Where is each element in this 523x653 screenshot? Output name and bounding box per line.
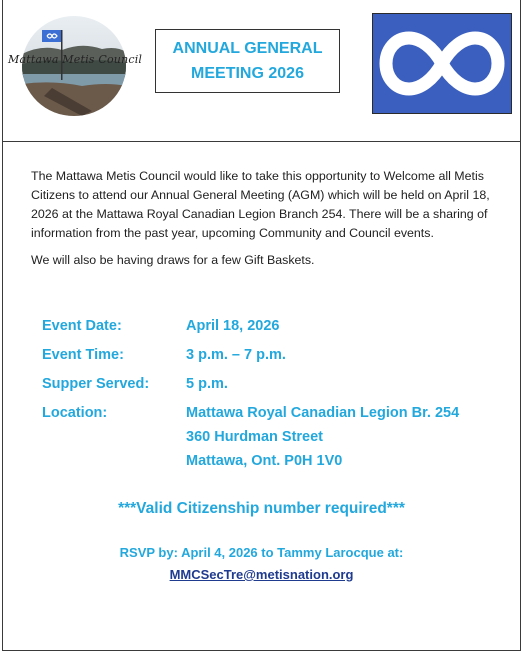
intro-text (31, 167, 491, 270)
logo-text: Mattawa Metis Council (8, 53, 143, 66)
supper-label: Supper Served: (42, 376, 150, 392)
email-line (0, 566, 523, 584)
location-line-street: 360 Hurdman Street (186, 429, 323, 445)
metis-flag (372, 13, 512, 114)
header-divider (2, 141, 521, 142)
location-label: Location: (42, 405, 108, 421)
page-title: ANNUAL GENERAL MEETING 2026 (172, 40, 323, 82)
council-logo (22, 16, 126, 116)
supper-value: 5 p.m. (186, 376, 228, 392)
intro-paragraph: The Mattawa Metis Council would like to take this opportunity to Welcome all Metis Citizens to attend our Annual General Meeting (AGM) which will be held on April 18, 2026 at the Mattawa Royal Canadian Legion Branch 254. There will be a sharing of information from the past year, upcoming Community and Council events. (31, 169, 490, 240)
title-box (155, 29, 340, 93)
event-time-value: 3 p.m. – 7 p.m. (186, 347, 286, 363)
infinity-icon (373, 14, 511, 113)
email-link[interactable]: MMCSecTre@metisnation.org (169, 567, 354, 582)
intro-paragraph-draws: We will also be having draws for a few Gift Baskets. (31, 253, 315, 267)
rsvp-text: RSVP by: April 4, 2026 to Tammy Larocque at: (119, 545, 404, 560)
location-line-city: Mattawa, Ont. P0H 1V0 (186, 453, 343, 469)
citizenship-notice: ***Valid Citizenship number required*** (118, 500, 405, 517)
event-date-label: Event Date: (42, 318, 122, 334)
event-time-label: Event Time: (42, 347, 124, 363)
location-line-venue: Mattawa Royal Canadian Legion Br. 254 (186, 405, 460, 421)
event-date-value: April 18, 2026 (186, 318, 280, 334)
